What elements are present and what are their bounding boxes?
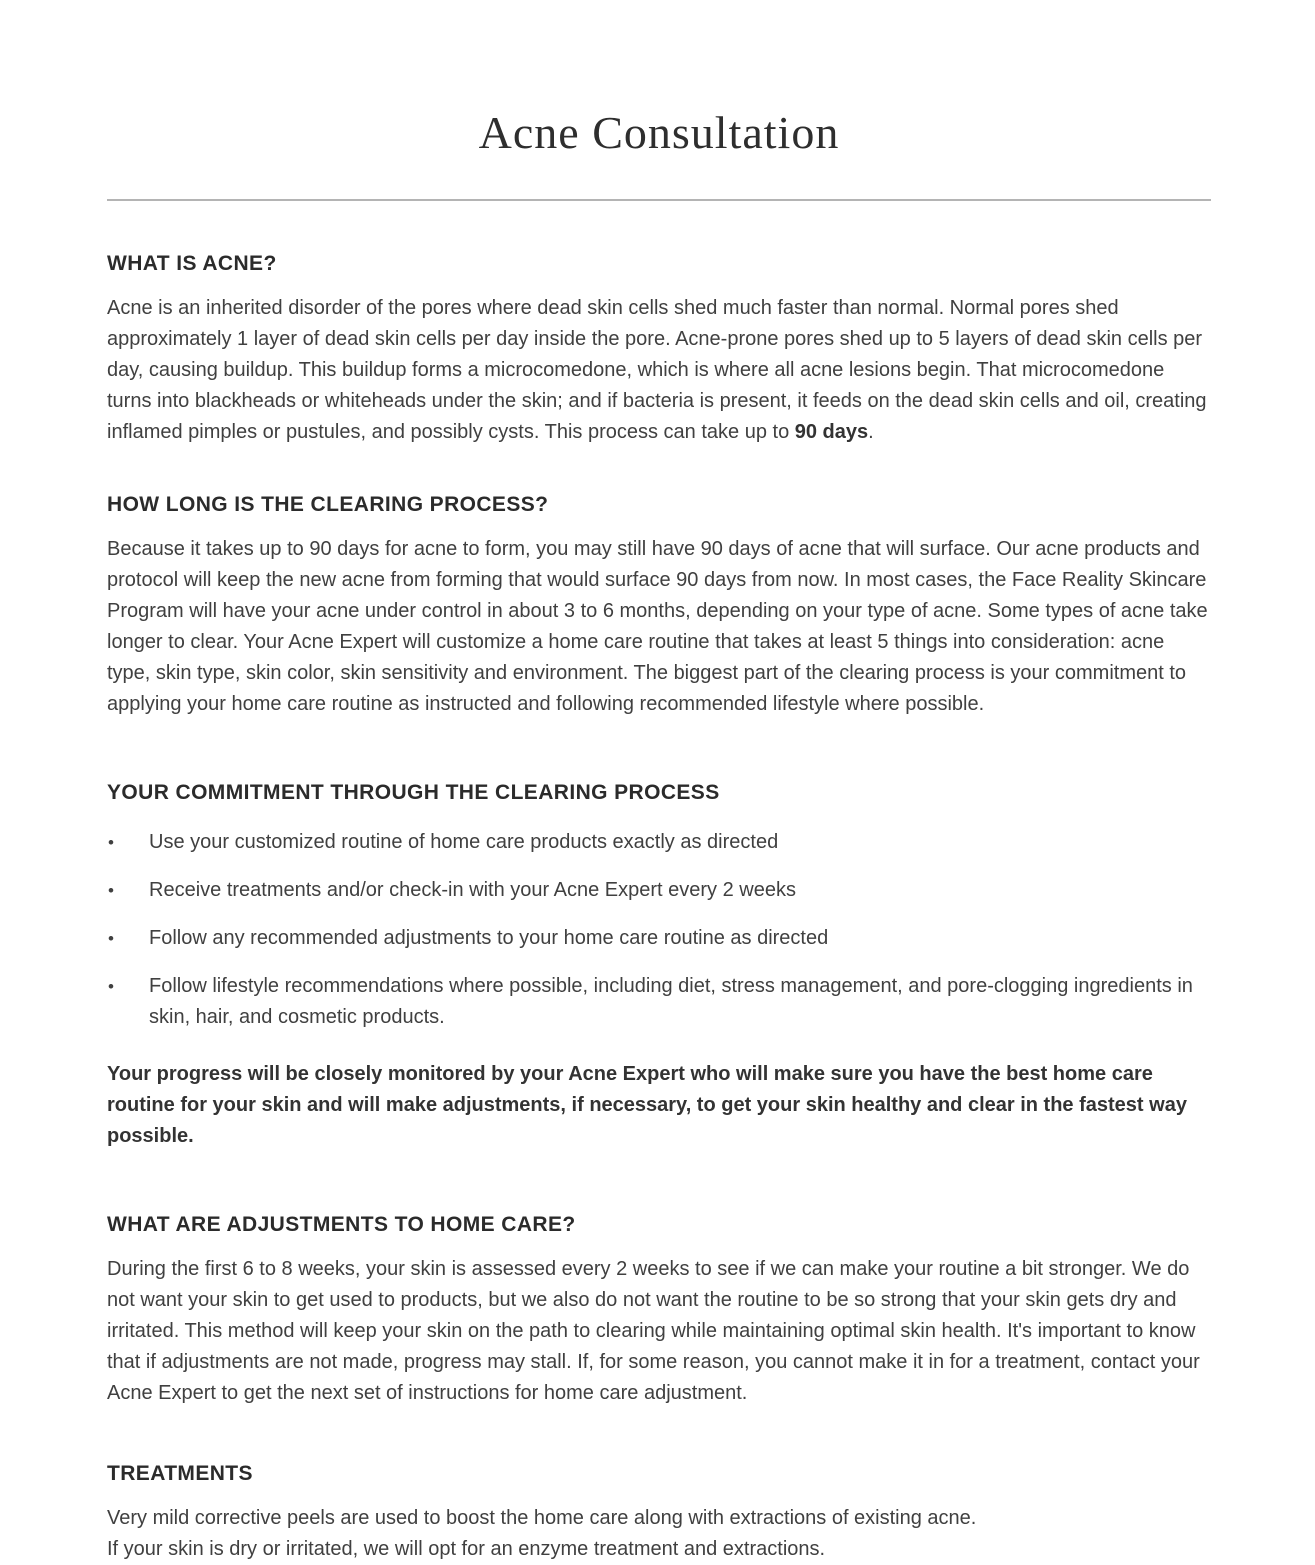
section-body-clearing-process: Because it takes up to 90 days for acne to form, you may still have 90 days of acne that will surface. Our acne products and protocol will keep the new acne from forming that would surface 90 days from now. In most cases, the Face Reality Skincare Program will have your acne under control in about 3 to 6 months, depending on your type of acne. Some types of acne take longer to clear. Your Acne Expert will customize a home care routine that takes at least 5 things into consideration: acne type, skin type, skin color, skin sensitivity and environment. The biggest part of the clearing process is your commitment to applying your home care routine as instructed and following recommended lifestyle where possible. <box>107 537 1208 715</box>
section-heading-clearing-process: HOW LONG IS THE CLEARING PROCESS? <box>107 492 549 516</box>
section-adjustments <box>107 1212 1211 1409</box>
treatments-line-1: Very mild corrective peels are used to boost the home care along with extractions of existing acne. <box>107 1506 977 1529</box>
bullet-item-adjustments: • Follow any recommended adjustments to your home care routine as directed <box>107 923 1211 954</box>
section-body-treatments <box>107 1503 1211 1565</box>
section-clearing-process <box>107 492 1211 720</box>
section-commitment <box>107 780 1211 1152</box>
section-heading-commitment: YOUR COMMITMENT THROUGH THE CLEARING PROCESS <box>107 780 720 804</box>
section-what-is-acne <box>107 251 1211 448</box>
bullet-item-routine: • Use your customized routine of home care products exactly as directed <box>107 827 1211 858</box>
progress-note: Your progress will be closely monitored by your Acne Expert who will make sure you have the best home care routine for your skin and will make adjustments, if necessary, to get your skin healthy and clear in the fastest way possible. <box>107 1062 1187 1147</box>
bullet-item-lifestyle: • Follow lifestyle recommendations where possible, including diet, stress management, and pore-clogging ingredients in skin, hair, and cosmetic products. <box>107 971 1211 1033</box>
body-bold-segment: 90 days <box>794 420 869 443</box>
page-title: Acne Consultation <box>478 107 840 158</box>
treatments-line-2: If your skin is dry or irritated, we will opt for an enzyme treatment and extractions. <box>107 1537 826 1560</box>
commitment-bullet-list <box>107 827 1211 1033</box>
section-body-what-is-acne <box>107 293 1211 448</box>
section-heading-what-is-acne: WHAT IS ACNE? <box>107 251 277 275</box>
title-divider <box>107 199 1211 201</box>
section-heading-adjustments: WHAT ARE ADJUSTMENTS TO HOME CARE? <box>107 1212 576 1236</box>
section-heading-treatments: TREATMENTS <box>107 1461 253 1485</box>
section-treatments <box>107 1461 1211 1565</box>
body-text-segment: Acne is an inherited disorder of the pores where dead skin cells shed much faster than normal. Normal pores shed approximately 1 layer of dead skin cells per day inside the pore. Acne-prone pores shed up to 5 layers of dead skin cells per day, causing buildup. This buildup forms a microcomedone, which is where all acne lesions begin. That microcomedone turns into blackheads or whiteheads under the skin; and if bacteria is present, it feeds on the dead skin cells and oil, creating inflamed pimples or pustules, and possibly cysts. This process can take up to <box>107 296 1207 443</box>
section-body-adjustments: During the first 6 to 8 weeks, your skin is assessed every 2 weeks to see if we can make your routine a bit stronger. We do not want your skin to get used to products, but we also do not want the routine to be so strong that your skin gets dry and irritated. This method will keep your skin on the path to clearing while maintaining optimal skin health. It's important to know that if adjustments are not made, progress may stall. If, for some reason, you cannot make it in for a treatment, contact your Acne Expert to get the next set of instructions for home care adjustment. <box>107 1257 1200 1404</box>
bullet-item-treatments: • Receive treatments and/or check-in with your Acne Expert every 2 weeks <box>107 875 1211 906</box>
body-text-segment: . <box>868 420 874 443</box>
